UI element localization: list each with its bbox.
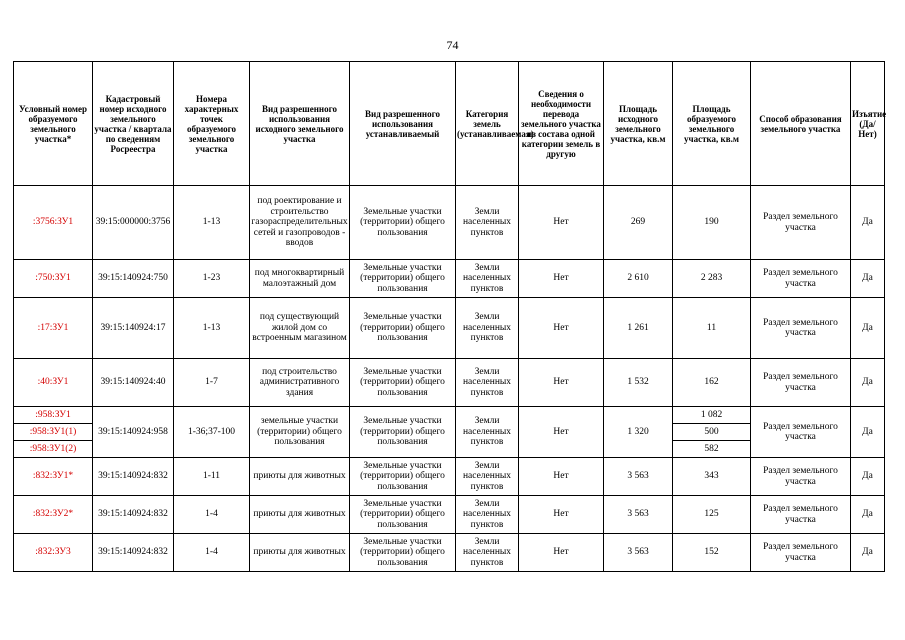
header-new-use: Вид разрешенного использования устанавливаемый — [350, 62, 456, 186]
plot-number: :958:ЗУ1 — [14, 407, 93, 424]
source-use: приюты для животных — [250, 458, 350, 496]
formation-method: Раздел земельного участка — [751, 298, 851, 359]
table-row — [14, 186, 885, 260]
header-point-numbers: Номера характерных точек образуемого земельного участка — [174, 62, 250, 186]
source-use: под существующий жилой дом со встроенным магазином — [250, 298, 350, 359]
transfer-info: Нет — [519, 359, 604, 407]
table-row — [14, 407, 885, 424]
source-area: 3 563 — [604, 496, 673, 534]
point-numbers: 1-23 — [174, 260, 250, 298]
transfer-info: Нет — [519, 458, 604, 496]
point-numbers: 1-13 — [174, 298, 250, 359]
header-plot-number: Условный номер образуемого земельного участка* — [14, 62, 93, 186]
point-numbers: 1-13 — [174, 186, 250, 260]
new-use: Земельные участки (территории) общего пользования — [350, 260, 456, 298]
new-area: 152 — [673, 534, 751, 572]
source-area: 269 — [604, 186, 673, 260]
new-use: Земельные участки (территории) общего пользования — [350, 298, 456, 359]
land-category: Земли населенных пунктов — [456, 496, 519, 534]
cadastral-number: 39:15:140924:17 — [93, 298, 174, 359]
table-row — [14, 458, 885, 496]
new-area: 582 — [673, 441, 751, 458]
seizure: Да — [851, 458, 885, 496]
plot-number: :832:ЗУ2* — [14, 496, 93, 534]
land-category: Земли населенных пунктов — [456, 359, 519, 407]
header-cadastral-number: Кадастровый номер исходного земельного участка / квартала по сведениям Росреестра — [93, 62, 174, 186]
transfer-info: Нет — [519, 496, 604, 534]
transfer-info: Нет — [519, 298, 604, 359]
formation-method: Раздел земельного участка — [751, 186, 851, 260]
cadastral-number: 39:15:140924:832 — [93, 534, 174, 572]
new-use: Земельные участки (территории) общего пользования — [350, 458, 456, 496]
point-numbers: 1-4 — [174, 496, 250, 534]
formation-method: Раздел земельного участка — [751, 534, 851, 572]
source-area: 3 563 — [604, 458, 673, 496]
table-row — [14, 260, 885, 298]
plot-number: :3756:ЗУ1 — [14, 186, 93, 260]
table-row — [14, 534, 885, 572]
page-number: 74 — [446, 38, 459, 52]
seizure: Да — [851, 534, 885, 572]
source-area: 3 563 — [604, 534, 673, 572]
header-source-use: Вид разрешенного использования исходного земельного участка — [250, 62, 350, 186]
new-area: 500 — [673, 424, 751, 441]
formation-method: Раздел земельного участка — [751, 359, 851, 407]
new-area: 11 — [673, 298, 751, 359]
header-source-area: Площадь исходного земельного участка, кв.м — [604, 62, 673, 186]
new-area: 190 — [673, 186, 751, 260]
land-category: Земли населенных пунктов — [456, 534, 519, 572]
point-numbers: 1-4 — [174, 534, 250, 572]
formation-method: Раздел земельного участка — [751, 260, 851, 298]
new-use: Земельные участки (территории) общего пользования — [350, 186, 456, 260]
transfer-info: Нет — [519, 186, 604, 260]
formation-method: Раздел земельного участка — [751, 407, 851, 458]
plot-number: :832:ЗУ3 — [14, 534, 93, 572]
seizure: Да — [851, 298, 885, 359]
land-category: Земли населенных пунктов — [456, 407, 519, 458]
transfer-info: Нет — [519, 407, 604, 458]
table-row — [14, 359, 885, 407]
cadastral-number: 39:15:140924:832 — [93, 496, 174, 534]
formation-method: Раздел земельного участка — [751, 496, 851, 534]
cadastral-number: 39:15:140924:40 — [93, 359, 174, 407]
land-category: Земли населенных пунктов — [456, 458, 519, 496]
plot-number: :958:ЗУ1(1) — [14, 424, 93, 441]
seizure: Да — [851, 186, 885, 260]
new-use: Земельные участки (территории) общего пользования — [350, 359, 456, 407]
land-plots-table — [13, 61, 885, 572]
source-use: приюты для животных — [250, 496, 350, 534]
source-use: под строительство административного здания — [250, 359, 350, 407]
source-use: под многоквартирный малоэтажный дом — [250, 260, 350, 298]
source-use: под роектирование и строительство газораспределительных сетей и газопроводов - вводов — [250, 186, 350, 260]
new-use: Земельные участки (территории) общего пользования — [350, 496, 456, 534]
plot-number: :958:ЗУ1(2) — [14, 441, 93, 458]
land-category: Земли населенных пунктов — [456, 186, 519, 260]
new-area: 343 — [673, 458, 751, 496]
seizure: Да — [851, 359, 885, 407]
table-row — [14, 298, 885, 359]
new-area: 1 082 — [673, 407, 751, 424]
header-seizure: Изъятие (Да/Нет) — [851, 62, 885, 186]
source-use: земельные участки (территории) общего пользования — [250, 407, 350, 458]
plot-number: :17:ЗУ1 — [14, 298, 93, 359]
plot-number: :750:ЗУ1 — [14, 260, 93, 298]
cadastral-number: 39:15:140924:750 — [93, 260, 174, 298]
seizure: Да — [851, 496, 885, 534]
source-area: 2 610 — [604, 260, 673, 298]
table-row — [14, 496, 885, 534]
table-header-row — [14, 62, 885, 186]
header-land-category: Категория земель (устанавливаемая) — [456, 62, 519, 186]
source-use: приюты для животных — [250, 534, 350, 572]
transfer-info: Нет — [519, 534, 604, 572]
header-new-area: Площадь образуемого земельного участка, кв.м — [673, 62, 751, 186]
new-use: Земельные участки (территории) общего пользования — [350, 407, 456, 458]
new-area: 162 — [673, 359, 751, 407]
land-category: Земли населенных пунктов — [456, 260, 519, 298]
header-formation-method: Способ образования земельного участка — [751, 62, 851, 186]
seizure: Да — [851, 407, 885, 458]
source-area: 1 261 — [604, 298, 673, 359]
source-area: 1 320 — [604, 407, 673, 458]
point-numbers: 1-11 — [174, 458, 250, 496]
header-transfer-info: Сведения о необходимости перевода земельного участка из состава одной категории земель в другую — [519, 62, 604, 186]
land-category: Земли населенных пунктов — [456, 298, 519, 359]
seizure: Да — [851, 260, 885, 298]
formation-method: Раздел земельного участка — [751, 458, 851, 496]
plot-number: :40:ЗУ1 — [14, 359, 93, 407]
plot-number: :832:ЗУ1* — [14, 458, 93, 496]
new-use: Земельные участки (территории) общего пользования — [350, 534, 456, 572]
cadastral-number: 39:15:000000:3756 — [93, 186, 174, 260]
cadastral-number: 39:15:140924:958 — [93, 407, 174, 458]
new-area: 125 — [673, 496, 751, 534]
transfer-info: Нет — [519, 260, 604, 298]
new-area: 2 283 — [673, 260, 751, 298]
point-numbers: 1-36;37-100 — [174, 407, 250, 458]
cadastral-number: 39:15:140924:832 — [93, 458, 174, 496]
point-numbers: 1-7 — [174, 359, 250, 407]
source-area: 1 532 — [604, 359, 673, 407]
